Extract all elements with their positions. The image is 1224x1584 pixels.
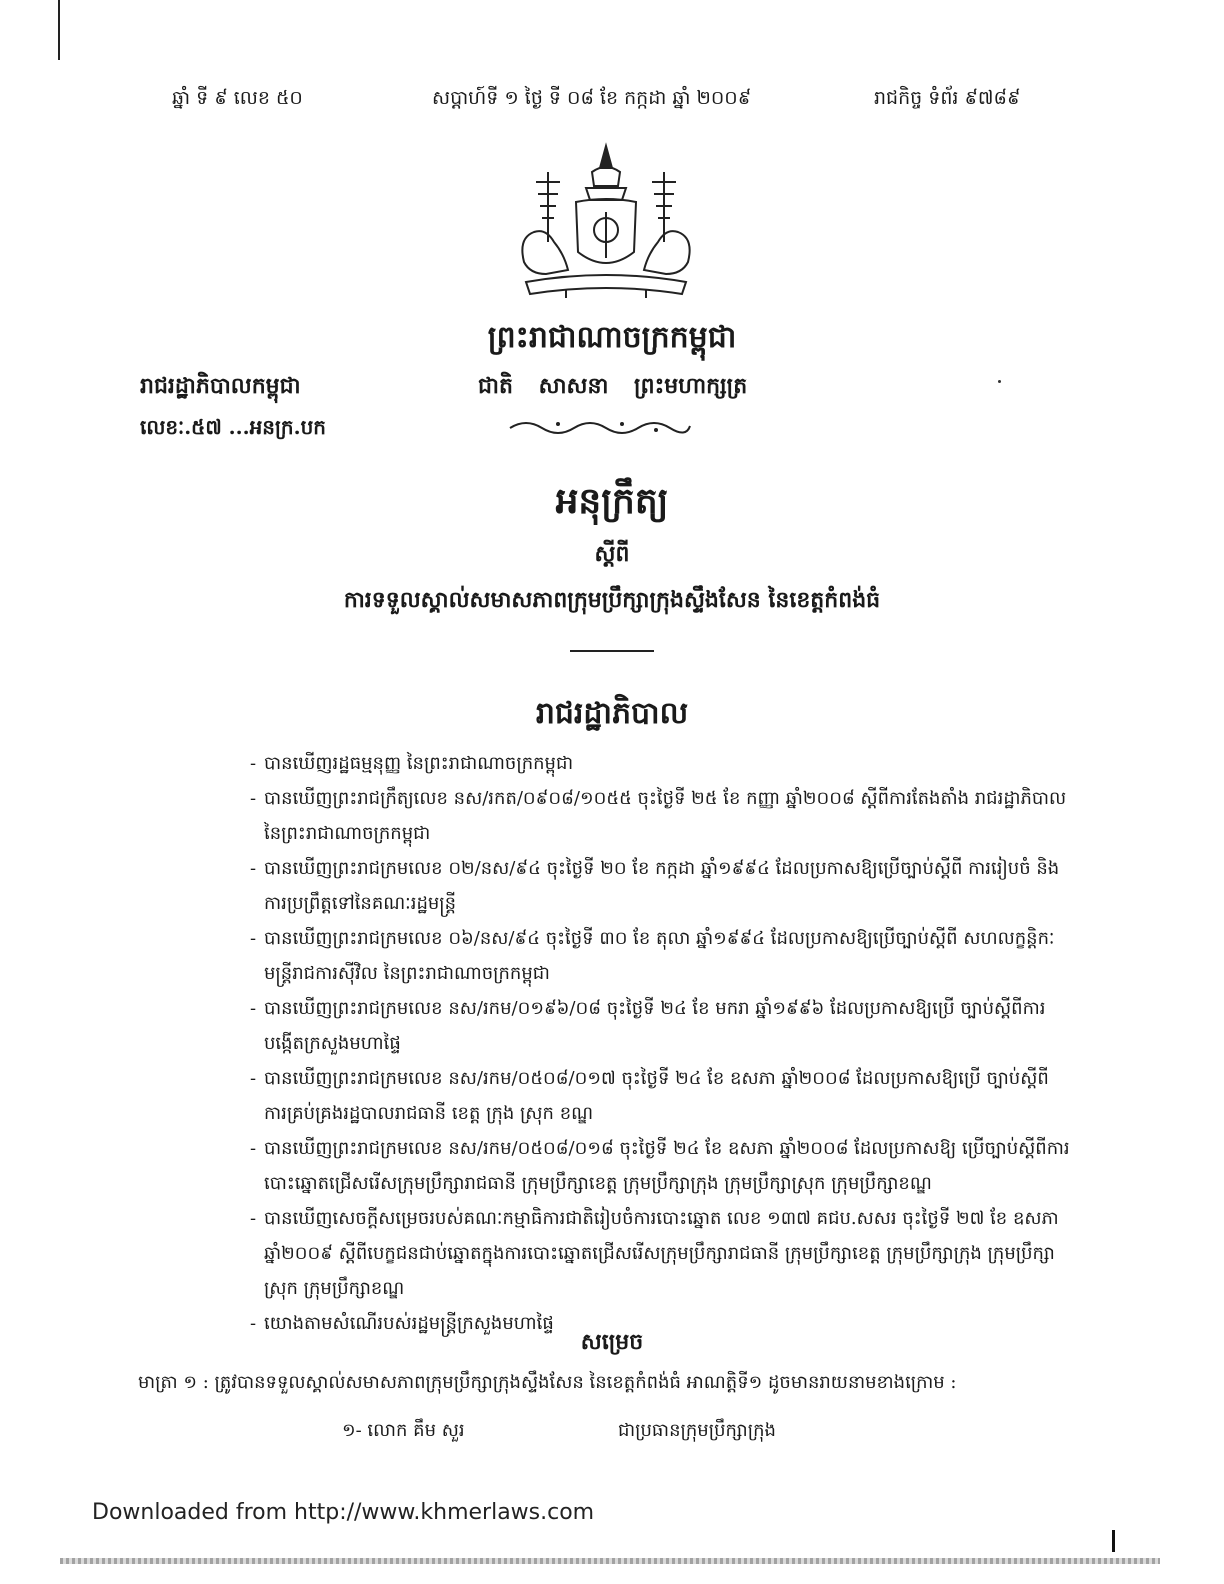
clause-item: - បានឃើញរដ្ឋធម្មនុញ្ញ នៃព្រះរាជាណាចក្រកម្ពុជា [250, 746, 1070, 781]
issuer-heading: រាជរដ្ឋាភិបាល [535, 696, 689, 731]
download-source-footer: Downloaded from http://www.khmerlaws.com [92, 1500, 595, 1525]
kingdom-heading: ព្រះរាជាណាចក្រកម្ពុជា [487, 320, 737, 355]
clause-item: - បានឃើញព្រះរាជក្រមលេខ នស/រកម/០១៩៦/០៨ ចុះថ្ងៃទី ២៤ ខែ មករា ឆ្នាំ១៩៩៦ ដែលប្រកាសឱ្យប្រើ ច្បាប់ស្ដីពីការបង្កើតក្រសួងមហាផ្ទៃ [250, 991, 1070, 1061]
government-label: រាជរដ្ឋាភិបាលកម្ពុជា [140, 373, 301, 399]
document-title: អនុក្រឹត្យ [555, 480, 669, 522]
decides-heading: សម្រេច [580, 1329, 644, 1355]
member-role: ជាប្រធានក្រុមប្រឹក្សាក្រុង [618, 1420, 776, 1441]
royal-coat-of-arms-icon [506, 142, 706, 304]
clause-item: - បានឃើញព្រះរាជក្រមលេខ ០៦/នស/៩៤ ចុះថ្ងៃទី ៣០ ខែ តុលា ឆ្នាំ១៩៩៤ ដែលប្រកាសឱ្យប្រើច្បាប់ស្ដីពី សហលក្ខន្តិកៈមន្ត្រីរាជការស៊ីវិល នៃព្រះរាជាណាចក្រកម្ពុជា [250, 921, 1070, 991]
scan-speck [998, 380, 1001, 383]
national-motto: ជាតិ សាសនា ព្រះមហាក្សត្រ [478, 373, 748, 399]
preamble-clauses [250, 746, 1070, 1341]
clause-item: - បានឃើញព្រះរាជក្រមលេខ នស/រកម/០៥០៨/០១៧ ចុះថ្ងៃទី ២៤ ខែ ឧសភា ឆ្នាំ២០០៨ ដែលប្រកាសឱ្យប្រើ ច្បាប់ស្ដីពីការគ្រប់គ្រងរដ្ឋបាលរាជធានី ខេត្ត ក្រុង ស្រុក ខណ្ឌ [250, 1061, 1070, 1131]
about-label: ស្ដីពី [594, 541, 630, 567]
reference-number: លេខៈ.៥៧ ...អនក្រ.បក [140, 415, 326, 439]
clause-item: - បានឃើញព្រះរាជក្រឹត្យលេខ នស/រកត/០៩០៨/១០៥៥ ចុះថ្ងៃទី ២៥ ខែ កញ្ញា ឆ្នាំ២០០៨ ស្ដីពីការតែងតាំង រាជរដ្ឋាភិបាល នៃព្រះរាជាណាចក្រកម្ពុជា [250, 781, 1070, 851]
clause-item: - បានឃើញព្រះរាជក្រមលេខ នស/រកម/០៥០៨/០១៨ ចុះថ្ងៃទី ២៤ ខែ ឧសភា ឆ្នាំ២០០៨ ដែលប្រកាសឱ្យ ប្រើច្បាប់ស្ដីពីការបោះឆ្នោតជ្រើសរើសក្រុមប្រឹក្សារាជធានី ក្រុមប្រឹក្សាខេត្ត ក្រុមប្រឹក្សាក្រុង ក្រុមប្រឹក្សាស្រុក ក្រុមប្រឹក្សាខណ្ឌ [250, 1131, 1070, 1201]
clause-item: - យោងតាមសំណើរបស់រដ្ឋមន្ត្រីក្រសួងមហាផ្ទៃ [250, 1306, 1070, 1341]
member-name: ១- លោក គឹម សួរ [342, 1420, 465, 1441]
scan-mark [1112, 1530, 1115, 1552]
header-year-issue: ឆ្នាំ ទី ៩ លេខ ៥០ [172, 87, 303, 109]
ornament-divider-icon [506, 416, 692, 436]
clause-item: - បានឃើញព្រះរាជក្រមលេខ ០២/នស/៩៤ ចុះថ្ងៃទី ២០ ខែ កក្កដា ឆ្នាំ១៩៩៤ ដែលប្រកាសឱ្យប្រើច្បាប់ស្ដីពី ការរៀបចំ និងការប្រព្រឹត្តទៅនៃគណៈរដ្ឋមន្ត្រី [250, 851, 1070, 921]
header-page-number: រាជកិច្ច ទំព័រ ៩៧៨៩ [874, 87, 1021, 109]
scan-bottom-edge [60, 1558, 1160, 1564]
scan-edge-line [58, 0, 60, 60]
clause-item: - បានឃើញសេចក្ដីសម្រេចរបស់គណៈកម្មាធិការជាតិរៀបចំការបោះឆ្នោត លេខ ១៣៧ គជប.សសរ ចុះថ្ងៃទី ២៧ ខែ ឧសភា ឆ្នាំ២០០៩ ស្ដីពីបេក្ខជនជាប់ឆ្នោតក្នុងការបោះឆ្នោតជ្រើសរើសក្រុមប្រឹក្សារាជធានី ក្រុមប្រឹក្សាខេត្ត ក្រុមប្រឹក្សាក្រុង ក្រុមប្រឹក្សាស្រុក ក្រុមប្រឹក្សាខណ្ឌ [250, 1201, 1070, 1306]
document-subject: ការទទួលស្គាល់សមាសភាពក្រុមប្រឹក្សាក្រុងស្ទឹងសែន នៃខេត្តកំពង់ធំ [343, 587, 881, 613]
header-date: សប្ដាហ៍ទី ១ ថ្ងៃ ទី ០៨ ខែ កក្កដា ឆ្នាំ ២០០៩ [432, 87, 752, 109]
section-divider [570, 650, 654, 654]
article-1: មាត្រា ១ : ត្រូវបានទទួលស្គាល់សមាសភាពក្រុមប្រឹក្សាក្រុងស្ទឹងសែន នៃខេត្តកំពង់ធំ អាណត្តិទី១ ដូចមានរាយនាមខាងក្រោម : [138, 1372, 957, 1393]
